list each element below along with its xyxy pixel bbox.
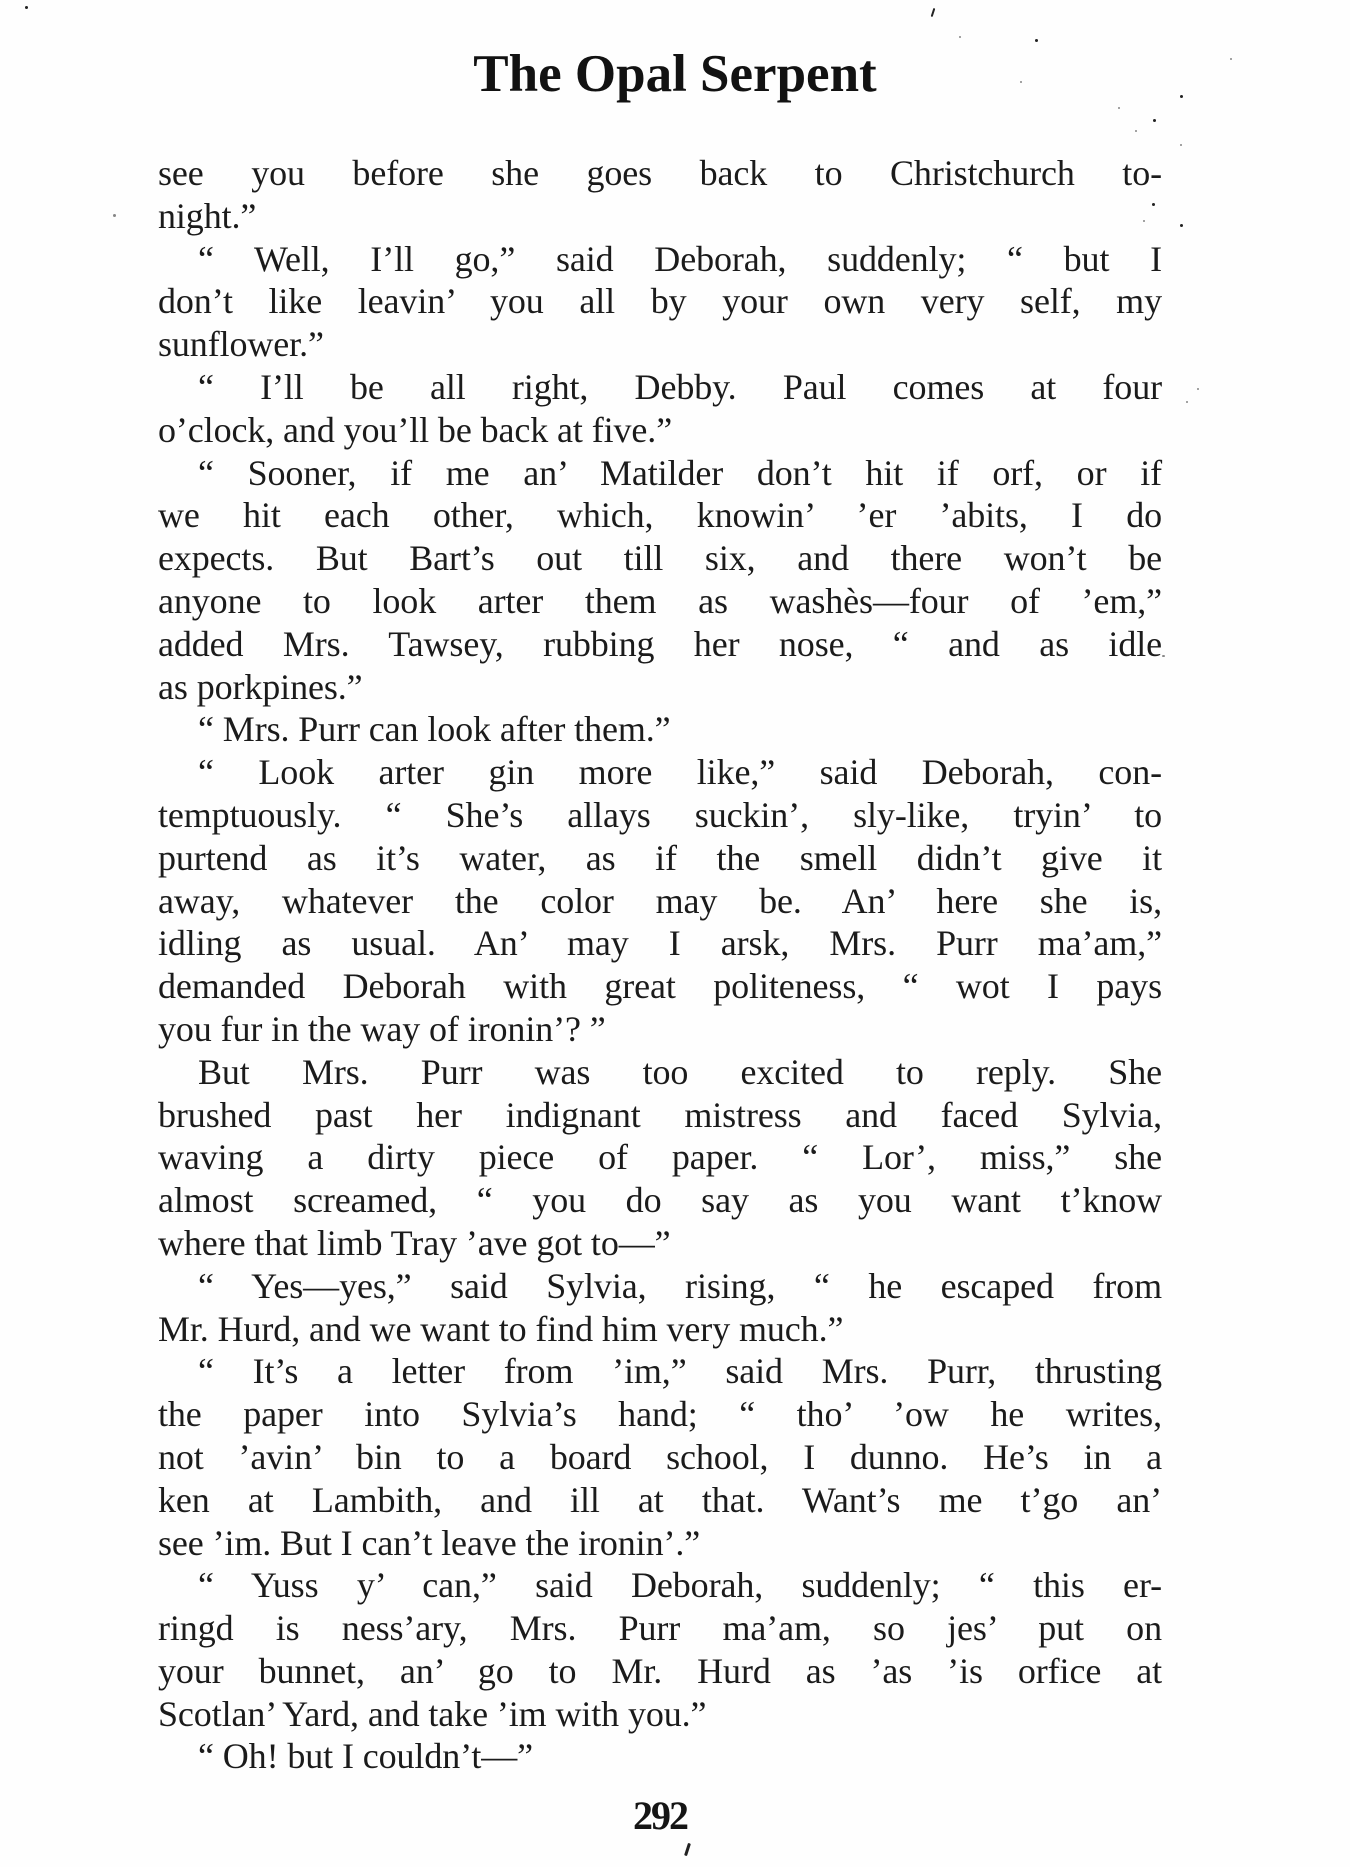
scan-speck xyxy=(1162,655,1165,657)
text-line: as porkpines.” xyxy=(158,666,363,707)
scan-speck xyxy=(1035,39,1038,42)
text-line: don’t like leavin’ you all by your own very self, my xyxy=(158,281,1162,322)
text-line: see ’im. But I can’t leave the ironin’.” xyxy=(158,1522,701,1563)
text-line: But Mrs. Purr was too excited to reply. She xyxy=(198,1051,1162,1092)
text-line: the paper into Sylvia’s hand; “ tho’ ’ow he writes, xyxy=(158,1394,1162,1435)
page-number: 292 xyxy=(633,1793,687,1838)
scan-speck xyxy=(1135,130,1137,132)
text-line: “ Yes—yes,” said Sylvia, rising, “ he escaped from xyxy=(198,1265,1162,1306)
scan-speck xyxy=(684,1843,691,1856)
text-line: idling as usual. An’ may I arsk, Mrs. Purr ma’am,” xyxy=(158,923,1162,964)
text-line: anyone to look arter them as washès—four of ’em,” xyxy=(158,580,1162,621)
text-line: “ Oh! but I couldn’t—” xyxy=(198,1736,534,1777)
scan-speck xyxy=(1118,107,1120,109)
text-line: ringd is ness’ary, Mrs. Purr ma’am, so jes’ put on xyxy=(158,1608,1162,1649)
scan-speck xyxy=(1153,119,1156,122)
text-line: “ Well, I’ll go,” said Deborah, suddenly; “ but I xyxy=(198,238,1162,279)
text-line: night.” xyxy=(158,195,257,236)
text-line: brushed past her indignant mistress and faced Sylvia, xyxy=(158,1094,1162,1135)
text-line: added Mrs. Tawsey, rubbing her nose, “ and as idle xyxy=(158,623,1162,664)
text-line: expects. But Bart’s out till six, and there won’t be xyxy=(158,538,1162,579)
text-line: we hit each other, which, knowin’ ’er ’abits, I do xyxy=(158,495,1162,536)
scan-speck xyxy=(1180,144,1182,146)
text-line: “ Look arter gin more like,” said Deborah, con- xyxy=(198,752,1162,793)
text-line: Scotlan’ Yard, and take ’im with you.” xyxy=(158,1693,707,1734)
text-line: “ Mrs. Purr can look after them.” xyxy=(198,709,671,750)
scan-speck xyxy=(959,36,961,38)
text-line: where that limb Tray ’ave got to—” xyxy=(158,1222,671,1263)
text-line: demanded Deborah with great politeness, “ wot I pays xyxy=(158,966,1162,1007)
text-line: ken at Lambith, and ill at that. Want’s me t’go an’ xyxy=(158,1479,1162,1520)
text-line: “ It’s a letter from ’im,” said Mrs. Purr, thrusting xyxy=(198,1351,1162,1392)
text-line: away, whatever the color may be. An’ here she is, xyxy=(158,880,1162,921)
scan-speck xyxy=(1180,95,1183,98)
text-line: “ Sooner, if me an’ Matilder don’t hit if orf, or if xyxy=(198,452,1162,493)
scan-speck xyxy=(1186,401,1188,403)
text-line: your bunnet, an’ go to Mr. Hurd as ’as ’is orfice at xyxy=(158,1650,1162,1691)
text-line: purtend as it’s water, as if the smell didn’t give it xyxy=(158,837,1162,878)
text-line: temptuously. “ She’s allays suckin’, sly-like, tryin’ to xyxy=(158,794,1162,835)
text-line: o’clock, and you’ll be back at five.” xyxy=(158,409,673,450)
page-text xyxy=(158,152,1162,1778)
scan-speck xyxy=(931,8,936,17)
scan-speck xyxy=(1197,388,1199,390)
scan-speck xyxy=(113,214,116,217)
scan-speck xyxy=(25,6,28,9)
scan-speck xyxy=(1152,203,1155,206)
text-line: sunflower.” xyxy=(158,324,324,365)
text-line: “ Yuss y’ can,” said Deborah, suddenly; “ this er- xyxy=(198,1565,1162,1606)
page-title: The Opal Serpent xyxy=(473,45,877,103)
text-line: Mr. Hurd, and we want to find him very much.” xyxy=(158,1308,844,1349)
text-line: “ I’ll be all right, Debby. Paul comes at four xyxy=(198,366,1162,407)
text-line: not ’avin’ bin to a board school, I dunno. He’s in a xyxy=(158,1436,1162,1477)
scan-speck xyxy=(1180,224,1183,227)
text-line: waving a dirty piece of paper. “ Lor’, miss,” she xyxy=(158,1137,1162,1178)
text-line: almost screamed, “ you do say as you want t’know xyxy=(158,1180,1162,1221)
text-line: you fur in the way of ironin’? ” xyxy=(158,1008,606,1049)
scan-speck xyxy=(1230,58,1232,60)
scan-speck xyxy=(1143,220,1145,222)
text-line: see you before she goes back to Christchurch to- xyxy=(158,153,1162,193)
scan-speck xyxy=(1020,81,1022,83)
